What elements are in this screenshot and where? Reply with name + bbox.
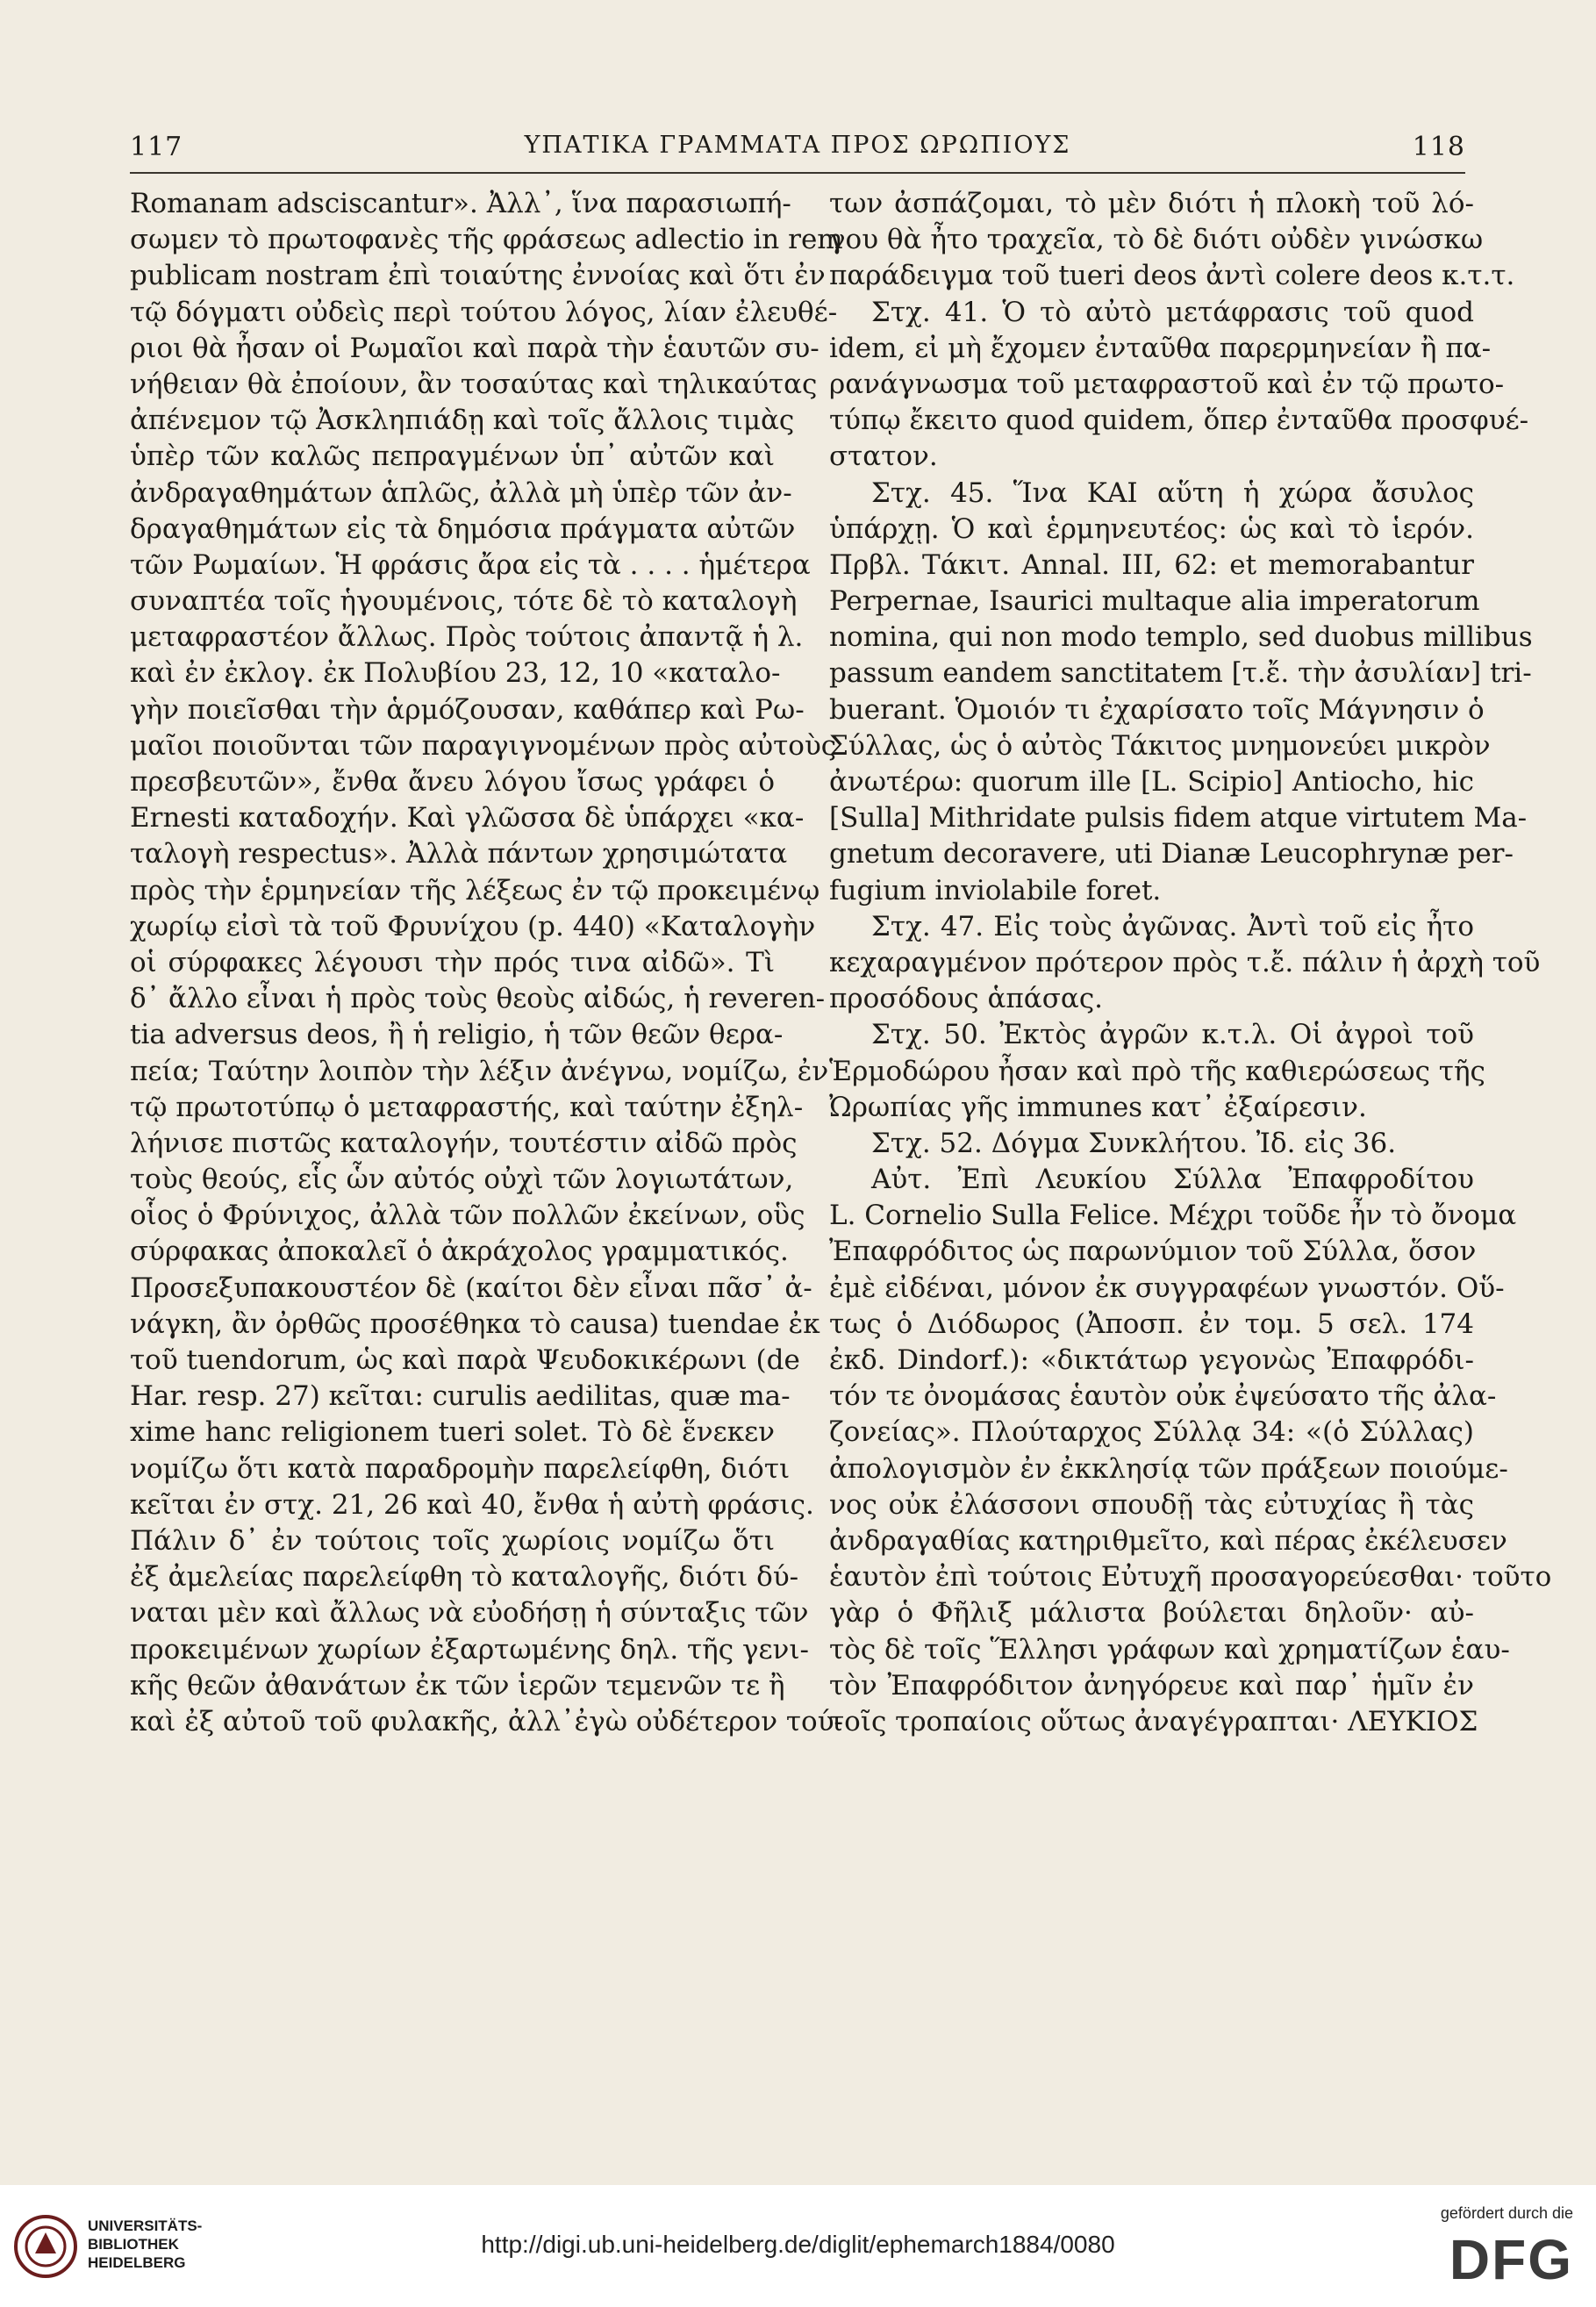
text-line: Romanam adsciscantur». Ἀλλ᾽, ἵνα παρασιωπή-: [130, 188, 791, 219]
text-line: δραγαθημάτων εἰς τὰ δημόσια πράγματα αὐτῶν: [130, 512, 796, 545]
text-line: Perpernae, Isaurici multaque alia imperatorum: [829, 585, 1480, 618]
text-line: Στχ. 41. Ὁ τὸ αὐτὸ μετάφρασις τοῦ quod: [871, 296, 1474, 328]
text-line: δ᾽ ἄλλο εἶναι ἡ πρὸς τοὺς θεοὺς αἰδώς, ἡ reveren-: [130, 983, 826, 1015]
text-line: Πάλιν δ᾽ ἐν τούτοις τοῖς χωρίοις νομίζω ὅτι: [130, 1524, 775, 1557]
text-line: κεχαραγμένον πρότερον πρὸς τ.ἔ. πάλιν ἡ ἀρχὴ τοῦ: [829, 946, 1541, 978]
text-line: προσόδους ἁπάσας.: [829, 983, 1104, 1015]
text-line: πρὸς τὴν ἑρμηνείαν τῆς λέξεως ἐν τῷ προκειμένῳ: [130, 874, 820, 906]
text-line: ἀνδραγαθίας κατηριθμεῖτο, καὶ πέρας ἐκέλευσεν: [829, 1524, 1507, 1557]
text-line: idem, εἰ μὴ ἔχομεν ἐνταῦθα παρερμηνείαν ἢ πα-: [829, 332, 1492, 364]
right-text-column: [829, 186, 1552, 1740]
text-line: ναται μὲν καὶ ἄλλως νὰ εὐοδήσῃ ἡ σύνταξις τῶν: [130, 1597, 809, 1630]
text-line: Ernesti καταδοχήν. Καὶ γλῶσσα δὲ ὑπάρχει «κα-: [130, 802, 805, 835]
text-line: gnetum decoravere, uti Dianæ Leucophrynæ per-: [829, 838, 1514, 870]
text-line: buerant. Ὁμοιόν τι ἐχαρίσατο τοῖς Μάγνησιν ὁ: [829, 693, 1485, 726]
text-line: ταλογὴ respectus». Ἀλλὰ πάντων χρησιμώτατα: [130, 838, 788, 870]
text-line: συναπτέα τοῖς ἡγουμένοις, τότε δὲ τὸ καταλογὴ: [130, 585, 798, 618]
text-line: L. Cornelio Sulla Felice. Μέχρι τοῦδε ἦν τὸ ὄνομα: [829, 1200, 1517, 1232]
dfg-logo: DFG: [1449, 2228, 1573, 2291]
text-line: ἀνωτέρω: quorum ille [L. Scipio] Antiocho, hic: [829, 766, 1474, 798]
text-line: Στχ. 47. Εἰς τοὺς ἀγῶνας. Ἀντὶ τοῦ εἰς ἦτο: [871, 910, 1474, 942]
library-name-line: UNIVERSITÄTS-: [88, 2217, 203, 2234]
header-rule: [130, 172, 1465, 174]
source-url-link[interactable]: http://digi.ub.uni-heidelberg.de/diglit/ephemarch1884/0080: [481, 2231, 1115, 2258]
funded-by-label: gefördert durch die: [1440, 2204, 1573, 2222]
text-line: πρεσβευτῶν», ἔνθα ἄνευ λόγου ἴσως γράφει ὁ: [130, 766, 775, 798]
text-line: fugium inviolabile foret.: [829, 874, 1162, 906]
text-line: τόν τε ὀνομάσας ἑαυτὸν οὐκ ἐψεύσατο τῆς ἀλα-: [829, 1380, 1497, 1413]
text-line: ζονείας». Πλούταρχος Σύλλᾳ 34: «(ὁ Σύλλας): [829, 1416, 1474, 1449]
text-line: Har. resp. 27) κεῖται: curulis aedilitas, quæ ma-: [130, 1380, 791, 1413]
text-line: οἷος ὁ Φρύνιχος, ἀλλὰ τῶν πολλῶν ἐκείνων, οὓς: [130, 1200, 805, 1232]
text-line: ἐμὲ εἰδέναι, μόνον ἐκ συγγραφέων γνωστόν. Οὕ-: [829, 1272, 1505, 1304]
text-line: τῶν Ρωμαίων. Ἡ φράσις ἄρα εἰς τὰ . . . . ἡμέτερα: [130, 548, 811, 581]
left-text-column: [130, 186, 844, 1740]
text-line: ἀπένεμον τῷ Ἀσκληπιάδῃ καὶ τοῖς ἄλλοις τιμὰς: [130, 405, 795, 437]
text-line: ἀπολογισμὸν ἐν ἐκκλησίᾳ τῶν πράξεων ποιούμε-: [829, 1452, 1508, 1485]
text-line: νάγκη, ἂν ὀρθῶς προσέθηκα τὸ causa) tuendae ἐκ: [130, 1308, 820, 1340]
text-line: κῆς θεῶν ἀθανάτων ἐκ τῶν ἱερῶν τεμενῶν τε ἢ: [130, 1669, 785, 1702]
text-line: καὶ ἐν ἐκλογ. ἐκ Πολυβίου 23, 12, 10 «καταλο-: [130, 657, 781, 690]
text-line: Στχ. 52. Δόγμα Συνκλήτου. Ἰδ. εἰς 36.: [871, 1127, 1397, 1159]
text-line: νομίζω ὅτι κατὰ παραδρομὴν παρελείφθη, διότι: [130, 1452, 791, 1485]
text-line: τῷ δόγματι οὐδεὶς περὶ τούτου λόγος, λίαν ἐλευθέ-: [130, 296, 838, 328]
text-line: ἐξ ἀμελείας παρελείφθη τὸ καταλογῆς, διότι δύ-: [130, 1561, 799, 1594]
text-line: των ἀσπάζομαι, τὸ μὲν διότι ἡ πλοκὴ τοῦ λό-: [829, 188, 1474, 219]
text-line: nomina, qui non modo templo, sed duobus millibus: [829, 621, 1533, 654]
text-line: μαῖοι ποιοῦνται τῶν παραγιγνομένων πρὸς αὐτοὺς: [130, 729, 837, 762]
text-line: τοῦ tuendorum, ὡς καὶ παρὰ Ψευδοκικέρωνι (de: [130, 1344, 800, 1376]
text-line: νος οὐκ ἐλάσσονι σπουδῇ τὰς εὐτυχίας ἢ τὰς: [829, 1488, 1474, 1521]
text-line: κεῖται ἐν στχ. 21, 26 καὶ 40, ἔνθα ἡ αὐτὴ φράσις.: [130, 1488, 814, 1521]
text-line: τὸν Ἐπαφρόδιτον ἀνηγόρευε καὶ παρ᾽ ἡμῖν ἐν: [829, 1669, 1474, 1702]
text-line: τοῖς τροπαίοις οὕτως ἀναγέγραπται· ΛΕΥΚΙΟΣ: [829, 1705, 1478, 1737]
text-line: tia adversus deos, ἢ ἡ religio, ἡ τῶν θεῶν θερα-: [130, 1019, 784, 1051]
running-header: [130, 132, 1465, 176]
text-line: γου θὰ ἦτο τραχεῖα, τὸ δὲ διότι οὐδὲν γινώσκω: [829, 224, 1484, 256]
text-line: πεία; Ταύτην λοιπὸν τὴν λέξιν ἀνέγνω, νομίζω, ἐν: [130, 1055, 829, 1087]
library-name-line: HEIDELBERG: [88, 2254, 186, 2271]
text-line: xime hanc religionem tueri solet. Τὸ δὲ ἕνεκεν: [130, 1416, 775, 1449]
text-line: τῷ πρωτοτύπῳ ὁ μεταφραστής, καὶ ταύτην ἐξηλ-: [130, 1091, 804, 1123]
text-line: παράδειγμα τοῦ tueri deos ἀντὶ colere deos κ.τ.τ.: [829, 260, 1515, 292]
text-line: σωμεν τὸ πρωτοφανὲς τῆς φράσεως adlectio in rem: [130, 224, 843, 256]
running-title: ΥΠΑΤΙΚΑ ΓΡΑΜΜΑΤΑ ΠΡΟΣ ΩΡΩΠΙΟΥΣ: [524, 132, 1071, 159]
page-number-left: 117: [130, 132, 183, 162]
text-line: Ὠρωπίας γῆς immunes κατ᾽ ἐξαίρεσιν.: [829, 1091, 1367, 1123]
text-line: προκειμένων χωρίων ἐξαρτωμένης δηλ. τῆς γενι-: [130, 1633, 810, 1666]
text-line: καὶ ἐξ αὐτοῦ τοῦ φυλακῆς, ἀλλ᾽ἐγὼ οὐδέτερον τού-: [130, 1705, 844, 1737]
digitization-footer: [0, 2185, 1596, 2307]
text-line: σύρφακας ἀποκαλεῖ ὁ ἀκράχολος γραμματικός.: [130, 1236, 789, 1268]
text-line: publicam nostram ἐπὶ τοιαύτης ἐννοίας καὶ ὅτι ἐν: [130, 260, 826, 292]
text-line: οἱ σύρφακες λέγουσι τὴν πρός τινα αἰδῶ». Τὶ: [130, 946, 775, 978]
text-line: τύπῳ ἔκειτο quod quidem, ὅπερ ἐνταῦθα προσφυέ-: [829, 405, 1529, 437]
text-line: ρανάγνωσμα τοῦ μεταφραστοῦ καὶ ἐν τῷ πρωτο-: [829, 368, 1505, 400]
text-line: λήνισε πιστῶς καταλογήν, τουτέστιν αἰδῶ πρὸς: [130, 1127, 798, 1159]
text-line: μεταφραστέον ἄλλως. Πρὸς τούτοις ἀπαντᾷ ἡ λ.: [130, 621, 804, 654]
text-line: ἑαυτὸν ἐπὶ τούτοις Εὐτυχῆ προσαγορεύεσθαι· τοῦτο: [829, 1561, 1552, 1594]
library-name-line: BIBLIOTHEK: [88, 2236, 179, 2253]
text-line: Στχ. 50. Ἐκτὸς ἀγρῶν κ.τ.λ. Οἱ ἀγροὶ τοῦ: [871, 1019, 1474, 1051]
text-line: Σύλλας, ὡς ὁ αὐτὸς Τάκιτος μνημονεύει μικρὸν: [829, 729, 1491, 762]
text-line: γὰρ ὁ Φῆλιξ μάλιστα βούλεται δηλοῦν· αὐ-: [829, 1597, 1474, 1630]
text-line: ὑπὲρ τῶν καλῶς πεπραγμένων ὑπ᾽ αὐτῶν καὶ: [130, 441, 775, 473]
text-line: τοὺς θεούς, εἷς ὧν αὐτός οὐχὶ τῶν λογιωτάτων,: [130, 1164, 794, 1196]
text-line: χωρίῳ εἰσὶ τὰ τοῦ Φρυνίχου (p. 440) «Καταλογὴν: [130, 910, 816, 942]
text-line: Στχ. 45. Ἵνα ΚΑΙ αὕτη ἡ χώρα ἄσυλος: [871, 476, 1474, 509]
text-line: γὴν ποιεῖσθαι τὴν ἁρμόζουσαν, καθάπερ καὶ Ρω-: [130, 693, 805, 726]
text-line: τὸς δὲ τοῖς Ἕλλησι γράφων καὶ χρηματίζων ἑαυ-: [829, 1633, 1510, 1666]
text-line: passum eandem sanctitatem [τ.ἔ. τὴν ἀσυλίαν] tri-: [829, 657, 1532, 690]
text-line: Αὐτ. Ἐπὶ Λευκίου Σύλλα Ἐπαφροδίτου: [871, 1164, 1474, 1196]
text-line: [Sulla] Mithridate pulsis fidem atque virtutem Ma-: [829, 802, 1528, 835]
text-line: στατον.: [829, 441, 938, 473]
text-line: ριοι θὰ ἦσαν οἱ Ρωμαῖοι καὶ παρὰ τὴν ἑαυτῶν συ-: [130, 332, 819, 364]
text-line: νήθειαν θὰ ἐποίουν, ἂν τοσαύτας καὶ τηλικαύτας: [130, 368, 818, 400]
text-line: ὑπάρχῃ. Ὁ καὶ ἑρμηνευτέος: ὡς καὶ τὸ ἱερόν.: [829, 512, 1474, 545]
page-number-right: 118: [1412, 132, 1465, 162]
text-line: Πρβλ. Τάκιτ. Annal. III, 62: et memorabantur: [829, 548, 1474, 581]
text-line: Ἑρμοδώρου ἦσαν καὶ πρὸ τῆς καθιερώσεως τῆς: [829, 1055, 1485, 1087]
text-line: ἐκδ. Dindorf.): «δικτάτωρ γεγονὼς Ἐπαφρόδι-: [829, 1344, 1474, 1376]
text-line: Ἐπαφρόδιτος ὡς παρωνύμιον τοῦ Σύλλα, ὅσον: [829, 1236, 1477, 1268]
text-line: ἀνδραγαθημάτων ἁπλῶς, ἀλλὰ μὴ ὑπὲρ τῶν ἀν-: [130, 476, 792, 509]
text-line: τως ὁ Διόδωρος (Ἀποσπ. ἐν τομ. 5 σελ. 174: [829, 1308, 1474, 1340]
text-line: Προσεξυπακουστέον δὲ (καίτοι δὲν εἶναι πᾶσ᾽ ἀ-: [130, 1272, 812, 1304]
